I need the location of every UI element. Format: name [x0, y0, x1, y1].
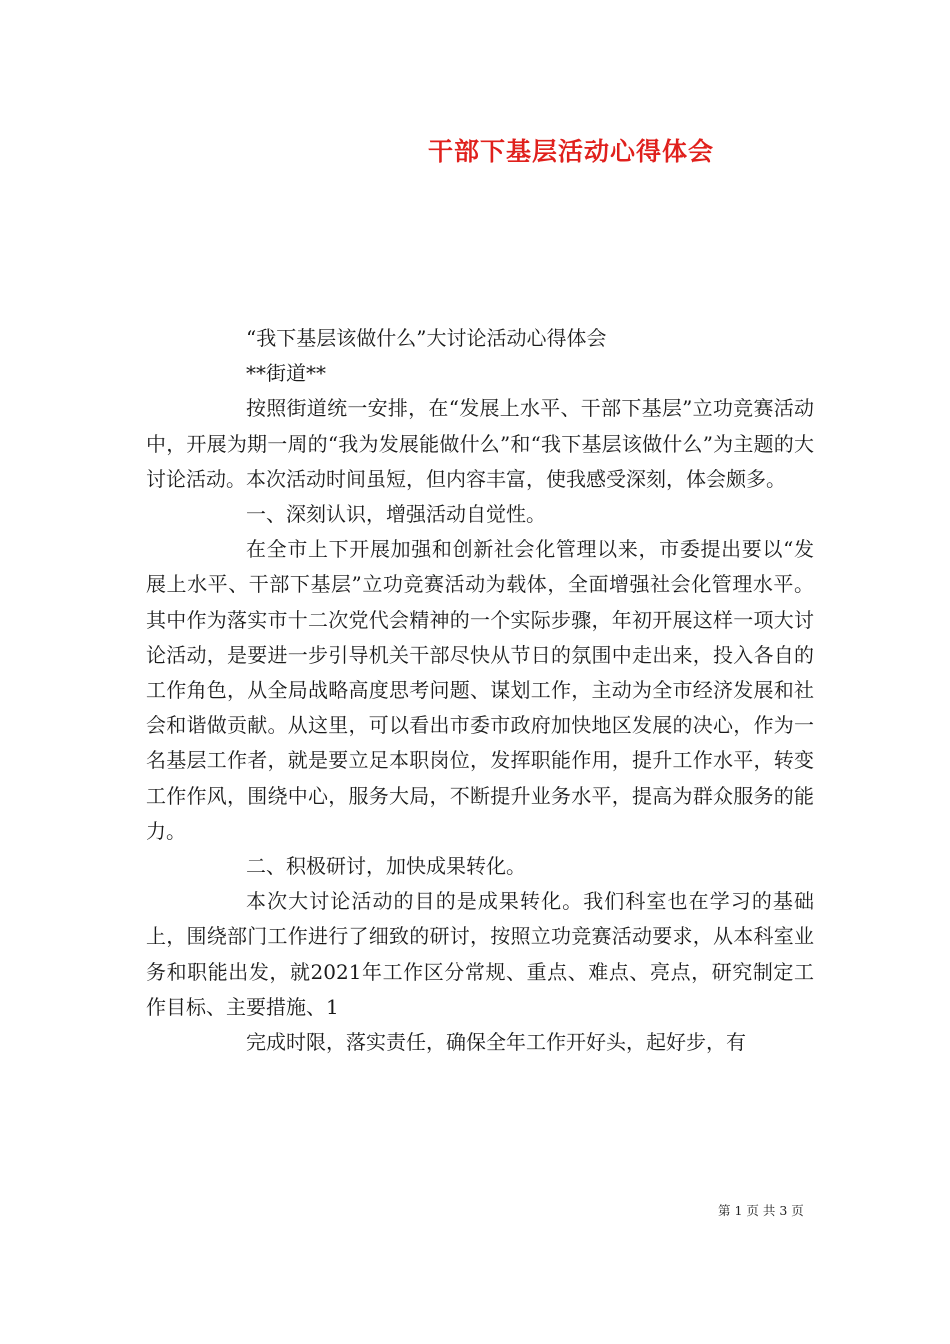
page-number: 第 1 页 共 3 页	[718, 1203, 804, 1218]
paragraph-section-1: 在全市上下开展加强和创新社会化管理以来，市委提出要以“发展上水平、干部下基层”立功竞赛活动为载体，全面增强社会化管理水平。其中作为落实市十二次党代会精神的一个实际步骤，年初开展这样一项大讨论活动，是要进一步引导机关干部尽快从节日的氛围中走出来，投入各自的工作角色，从全局战略高度思考问题、谋划工作，主动为全市经济发展和社会和谐做贡献。从这里，可以看出市委市政府加快地区发展的决心，作为一名基层工作者，就是要立足本职岗位，发挥职能作用，提升工作水平，转变工作作风，围绕中心，服务大局，不断提升业务水平，提高为群众服务的能力。	[146, 537, 814, 843]
paragraph-intro: 按照街道统一安排，在“发展上水平、干部下基层”立功竞赛活动中，开展为期一周的“我为发展能做什么”和“我下基层该做什么”为主题的大讨论活动。本次活动时间虽短，但内容丰富，使我感受深刻，体会颇多。	[146, 396, 814, 491]
document-body	[146, 321, 814, 1060]
section-heading-2: 二、积极研讨，加快成果转化。	[246, 854, 526, 879]
author-line: **街道**	[246, 361, 326, 386]
subtitle: “我下基层该做什么”大讨论活动心得体会	[246, 326, 607, 350]
paragraph-section-2: 本次大讨论活动的目的是成果转化。我们科室也在学习的基础上，围绕部门工作进行了细致的研讨，按照立功竞赛活动要求，从本科室业务和职能出发，就2021年工作区分常规、重点、难点、亮点，研究制定工作目标、主要措施、1	[146, 889, 814, 1019]
document-title: 干部下基层活动心得体会	[427, 137, 714, 166]
paragraph-continued: 完成时限，落实责任，确保全年工作开好头，起好步，有	[246, 1030, 746, 1055]
section-heading-1: 一、深刻认识，增强活动自觉性。	[246, 502, 546, 527]
